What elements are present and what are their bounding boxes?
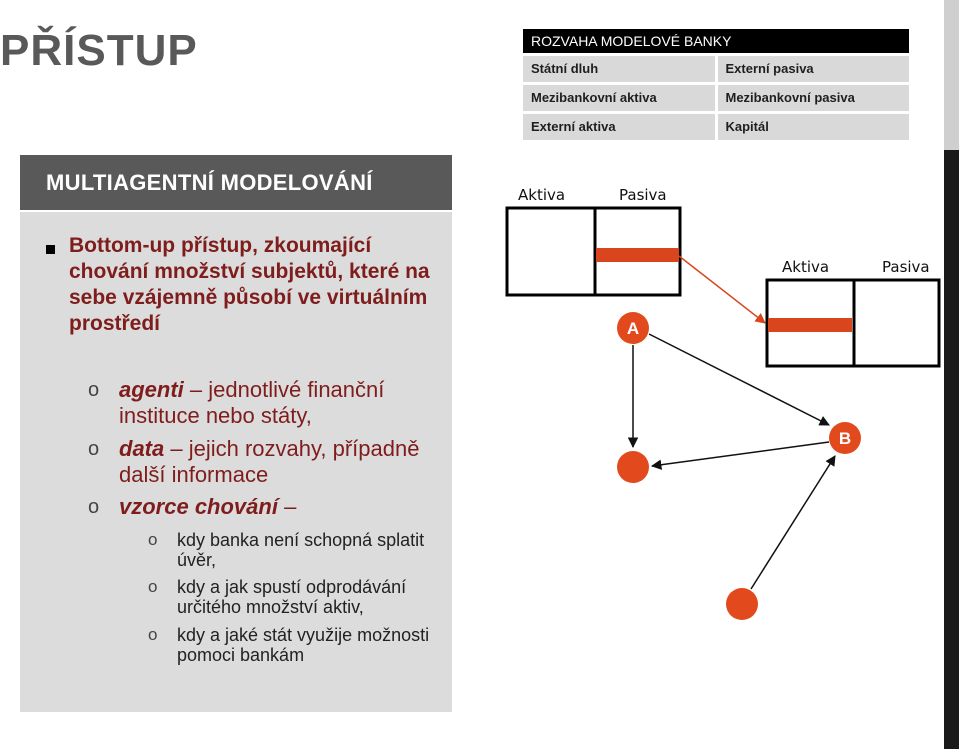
edge-node-to-b [751, 456, 835, 589]
balance-sheet-cell-liabilities: Mezibankovní pasiva [718, 85, 910, 111]
circle-bullet-icon: o [148, 577, 158, 596]
box-b-assets-label: Aktiva [782, 258, 830, 276]
main-bullet-text: Bottom-up přístup, zkoumající chování množství subjektů, které na sebe vzájemně působí ve virtuálním prostředí [69, 234, 430, 335]
box-b-liabilities-label: Pasiva [882, 258, 930, 276]
balance-sheet-cell-liabilities: Externí pasiva [718, 56, 910, 82]
sub-list-item-text: kdy a jak spustí odprodávání určitého množství aktiv, [177, 577, 407, 617]
circle-bullet-icon: o [88, 438, 100, 460]
edge-b-to-node [652, 442, 829, 466]
circle-bullet-icon: o [148, 625, 158, 644]
circle-bullet-icon: o [88, 496, 100, 518]
term-description: – jednotlivé finanční instituce nebo státy, [119, 377, 385, 428]
node-unlabeled [726, 588, 758, 620]
interbank-link-arrow [679, 256, 765, 323]
circle-bullet-icon: o [148, 530, 158, 549]
node-a-label: A [626, 319, 640, 338]
box-a-assets-label: Aktiva [518, 186, 566, 204]
page-title: PŘÍSTUP [0, 26, 198, 75]
balance-sheet-cell-assets: Externí aktiva [523, 114, 715, 140]
term-data: data [119, 436, 165, 461]
balance-sheet-cell-liabilities: Kapitál [718, 114, 910, 140]
node-b-label: B [838, 429, 852, 448]
section-header: MULTIAGENTNÍ MODELOVÁNÍ [20, 155, 452, 210]
sub-list-item-text: kdy a jaké stát využije možnosti pomoci bankám [177, 625, 430, 665]
box-b-interbank-bar [768, 318, 852, 332]
balance-sheet-cell-assets: Mezibankovní aktiva [523, 85, 715, 111]
balance-sheet-cell-assets: Státní dluh [523, 56, 715, 82]
box-a-assets [507, 208, 595, 295]
box-b-liabilities [854, 280, 939, 366]
box-a-liabilities-label: Pasiva [619, 186, 667, 204]
node-unlabeled [617, 451, 649, 483]
box-a-interbank-bar [596, 248, 679, 262]
term-agents: agenti [119, 377, 184, 402]
term-description: – jejich rozvahy, případně další informace [119, 436, 420, 487]
balance-sheet-header: ROZVAHA MODELOVÉ BANKY [523, 29, 909, 53]
circle-bullet-icon: o [88, 379, 100, 401]
term-behavior: vzorce chování [119, 494, 278, 519]
term-description: – [277, 494, 297, 519]
sub-list-item-text: kdy banka není schopná splatit úvěr, [177, 530, 425, 570]
